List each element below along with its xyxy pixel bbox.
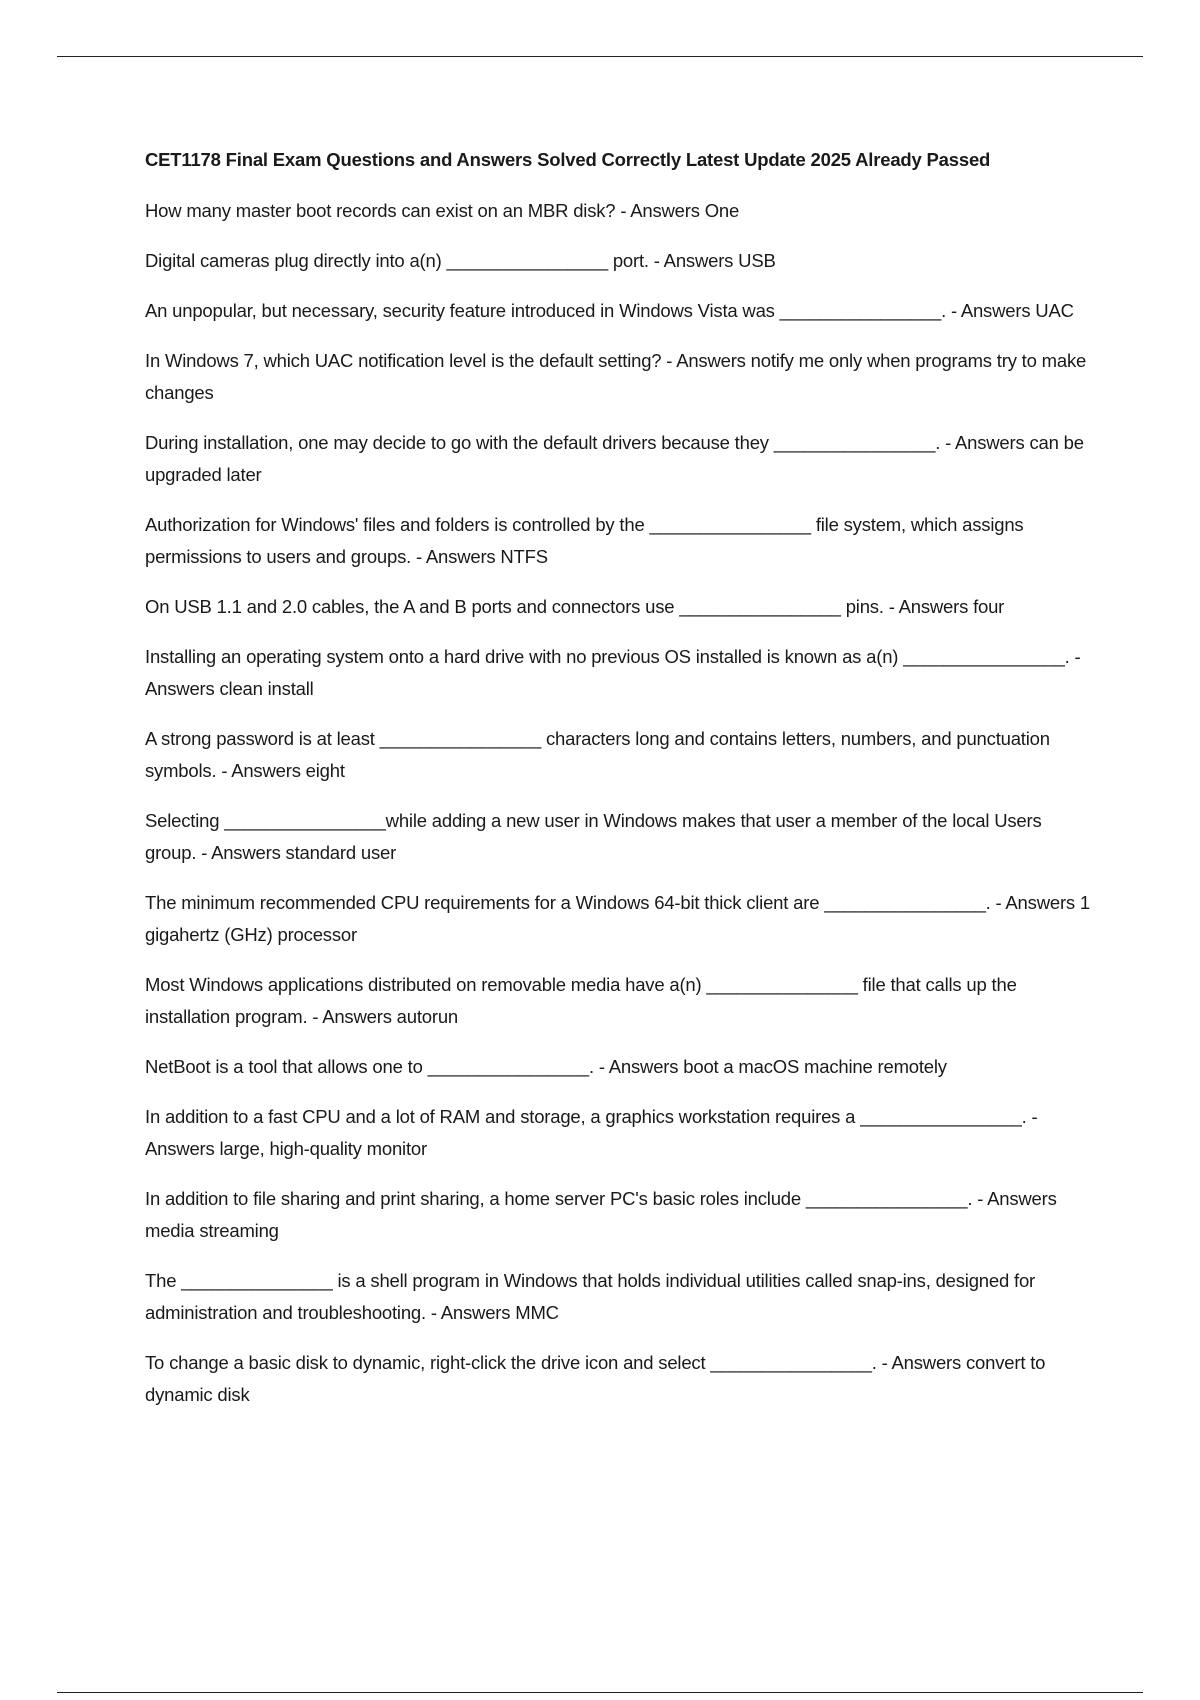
qa-item: Authorization for Windows' files and folders is controlled by the ________________ file system, which assigns permissions to users and groups. - Answers NTFS (145, 514, 1024, 567)
document-title: CET1178 Final Exam Questions and Answers Solved Correctly Latest Update 2025 Already Passed (145, 149, 991, 170)
qa-item: Most Windows applications distributed on removable media have a(n) _______________ file that calls up the installation program. - Answers autorun (145, 974, 1017, 1027)
qa-item: In addition to file sharing and print sharing, a home server PC's basic roles include ________________. - Answers media streaming (145, 1188, 1057, 1241)
qa-item: A strong password is at least ________________ characters long and contains letters, numbers, and punctuation symbols. - Answers eight (145, 728, 1050, 781)
bottom-rule (57, 1692, 1143, 1693)
qa-item: In Windows 7, which UAC notification level is the default setting? - Answers notify me only when programs try to make changes (145, 350, 1087, 403)
qa-item: In addition to a fast CPU and a lot of RAM and storage, a graphics workstation requires a ________________. - Answers large, high-quality monitor (145, 1106, 1038, 1159)
qa-item: How many master boot records can exist on an MBR disk? - Answers One (145, 200, 740, 221)
qa-item: To change a basic disk to dynamic, right-click the drive icon and select ________________. - Answers convert to dynamic disk (145, 1352, 1046, 1405)
qa-item: An unpopular, but necessary, security feature introduced in Windows Vista was ________________. - Answers UAC (145, 300, 1074, 321)
qa-item: Selecting ________________while adding a new user in Windows makes that user a member of the local Users group. - Answers standard user (145, 810, 1042, 863)
qa-item: Digital cameras plug directly into a(n) ________________ port. - Answers USB (145, 250, 776, 271)
qa-item: The minimum recommended CPU requirements for a Windows 64-bit thick client are ________________. - Answers 1 gigahertz (GHz) processor (145, 892, 1090, 945)
qa-item: During installation, one may decide to go with the default drivers because they ________________. - Answers can be upgraded later (145, 432, 1084, 485)
qa-item: Installing an operating system onto a hard drive with no previous OS installed is known as a(n) ________________. - Answers clean install (145, 646, 1081, 699)
document-body (145, 144, 1090, 1429)
qa-item: On USB 1.1 and 2.0 cables, the A and B ports and connectors use ________________ pins. - Answers four (145, 596, 1005, 617)
top-rule (57, 56, 1143, 57)
qa-item: NetBoot is a tool that allows one to ________________. - Answers boot a macOS machine remotely (145, 1056, 947, 1077)
qa-item: The _______________ is a shell program in Windows that holds individual utilities called snap-ins, designed for administration and troubleshooting. - Answers MMC (145, 1270, 1035, 1323)
